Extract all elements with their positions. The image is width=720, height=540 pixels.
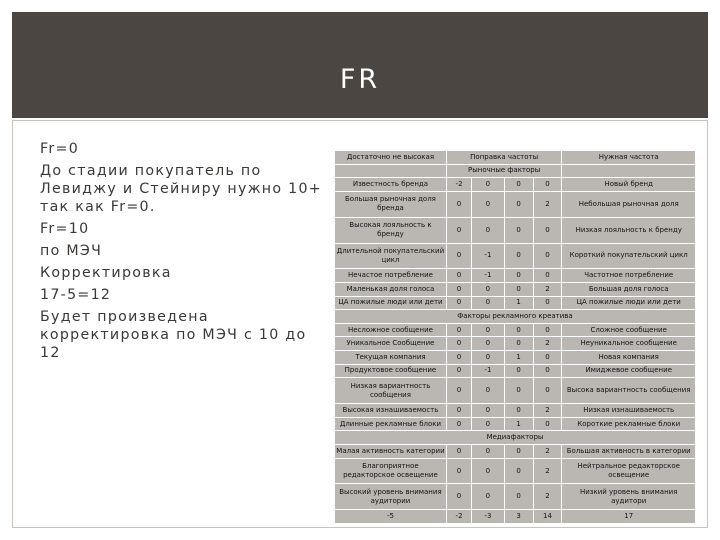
row-left-label: Маленькая доля голоса [335, 283, 447, 297]
row-value: 0 [472, 378, 504, 404]
row-left-label: Высокий уровень внимания аудитории [335, 484, 447, 510]
row-value: 0 [533, 243, 562, 269]
row-value: 0 [472, 323, 504, 337]
row-right-label: Короткий покупательский цикл [562, 243, 696, 269]
row-value: 0 [504, 191, 533, 217]
row-value: 2 [533, 337, 562, 351]
row-right-label: Низкая изнашиваемость [562, 404, 696, 418]
row-value: 0 [504, 458, 533, 484]
bullet-5: Корректировка [40, 265, 172, 281]
section-row-media [335, 431, 696, 445]
row-left-label: Несложное сообщение [335, 323, 447, 337]
row-right-label: Новая компания [562, 351, 696, 365]
total-value: 3 [504, 510, 533, 524]
row-left-label: Длительной покупательский цикл [335, 243, 447, 269]
row-value: 0 [446, 378, 471, 404]
row-right-label: Частотное потребление [562, 269, 696, 283]
header-left: Достаточно не высокая [335, 151, 447, 165]
row-value: 0 [533, 364, 562, 378]
row-left-label: Уникальное Сообщение [335, 337, 447, 351]
table-row [335, 283, 696, 297]
row-value: 0 [472, 351, 504, 365]
row-value: -2 [446, 178, 471, 192]
row-value: 0 [472, 337, 504, 351]
row-value: 0 [472, 458, 504, 484]
row-right-label: Высока вариантность сообщения [562, 378, 696, 404]
row-left-label: Текущая компания [335, 351, 447, 365]
header-right: Нужная частота [562, 151, 696, 165]
row-right-label: Небольшая рыночная доля [562, 191, 696, 217]
row-left-label: Благоприятное редакторское освещение [335, 458, 447, 484]
row-value: -1 [472, 364, 504, 378]
table-row [335, 417, 696, 431]
row-value: 0 [504, 323, 533, 337]
table-row [335, 217, 696, 243]
row-value: 0 [446, 351, 471, 365]
row-left-label: Малая активность категории [335, 444, 447, 458]
row-value: 0 [472, 191, 504, 217]
row-value: 0 [533, 378, 562, 404]
row-value: 0 [446, 283, 471, 297]
table-row [335, 178, 696, 192]
row-value: 0 [504, 404, 533, 418]
row-right-label: Низкая лояльность к бренду [562, 217, 696, 243]
row-value: 0 [533, 178, 562, 192]
table-row [335, 404, 696, 418]
row-right-label: Имиджевое сообщение [562, 364, 696, 378]
row-value: 1 [504, 296, 533, 310]
row-right-label: Нейтральное редакторское освещение [562, 458, 696, 484]
table-row [335, 337, 696, 351]
row-left-label: ЦА пожилые люди или дети [335, 296, 447, 310]
bullet-6: 17-5=12 [40, 287, 112, 303]
row-value: 0 [446, 323, 471, 337]
bullet-4: по МЭЧ [40, 243, 103, 259]
row-value: 2 [533, 191, 562, 217]
header-mid: Поправка частоты [446, 151, 562, 165]
row-value: 0 [446, 484, 471, 510]
row-right-label: Короткие рекламные блоки [562, 417, 696, 431]
row-value: 0 [446, 243, 471, 269]
row-value: 0 [504, 444, 533, 458]
row-value: 0 [504, 243, 533, 269]
row-value: 0 [472, 417, 504, 431]
total-value: 17 [562, 510, 696, 524]
row-right-label: Новый бренд [562, 178, 696, 192]
total-value: -5 [335, 510, 447, 524]
row-value: 2 [533, 404, 562, 418]
row-value: 0 [472, 444, 504, 458]
row-left-label: Большая рыночная доля бренда [335, 191, 447, 217]
row-right-label: Большая активность в категории [562, 444, 696, 458]
bullet-1: Fr=0 [40, 141, 80, 157]
row-value: 2 [533, 283, 562, 297]
row-left-label: Низкая вариантность сообщения [335, 378, 447, 404]
frequency-table [334, 150, 696, 524]
row-value: 2 [533, 484, 562, 510]
row-value: 0 [472, 404, 504, 418]
slide-title: FR [339, 64, 381, 95]
row-value: 0 [446, 404, 471, 418]
row-value: 0 [446, 364, 471, 378]
row-left-label: Высокая изнашиваемость [335, 404, 447, 418]
row-right-label: Неуникальное сообщение [562, 337, 696, 351]
row-left-label: Нечастое потребление [335, 269, 447, 283]
bullet-7: Будет произведена корректировка по МЭЧ с 10 до 12 [40, 309, 307, 361]
table-row [335, 269, 696, 283]
row-value: 0 [446, 217, 471, 243]
row-value: 0 [446, 296, 471, 310]
row-value: -1 [472, 243, 504, 269]
row-value: 2 [533, 444, 562, 458]
table-row [335, 364, 696, 378]
row-value: 0 [504, 178, 533, 192]
row-value: 0 [504, 269, 533, 283]
row-value: 0 [504, 378, 533, 404]
table-row [335, 484, 696, 510]
row-left-label: Длинные рекламные блоки [335, 417, 447, 431]
table-row [335, 243, 696, 269]
row-value: 0 [472, 178, 504, 192]
row-value: 0 [446, 337, 471, 351]
total-value: -2 [446, 510, 471, 524]
row-value: 0 [446, 269, 471, 283]
row-value: 0 [533, 269, 562, 283]
row-value: 0 [446, 458, 471, 484]
row-value: 0 [504, 337, 533, 351]
section-media: Медиафакторы [335, 431, 696, 445]
table-row [335, 323, 696, 337]
section-row-market [335, 164, 696, 178]
row-left-label: Высокая лояльность к бренду [335, 217, 447, 243]
bullet-list [40, 140, 330, 366]
row-value: 1 [504, 351, 533, 365]
row-right-label: Большая доля голоса [562, 283, 696, 297]
row-left-label: Известность бренда [335, 178, 447, 192]
bullet-3: Fr=10 [40, 221, 90, 237]
table-header-row [335, 151, 696, 165]
row-value: 0 [472, 296, 504, 310]
table-row [335, 458, 696, 484]
row-value: -1 [472, 269, 504, 283]
row-value: 0 [504, 484, 533, 510]
row-value: 0 [472, 217, 504, 243]
table-row [335, 191, 696, 217]
table-row [335, 444, 696, 458]
row-value: 0 [472, 484, 504, 510]
row-right-label: Сложное сообщение [562, 323, 696, 337]
row-value: 0 [533, 217, 562, 243]
row-value: 0 [533, 417, 562, 431]
section-market: Рыночные факторы [446, 164, 562, 178]
row-value: 0 [533, 296, 562, 310]
bullet-2: До стадии покупатель по Левиджу и Стейниру нужно 10+ так как Fr=0. [40, 163, 322, 215]
section-row-creative [335, 310, 696, 324]
row-right-label: Низкий уровень внимания аудитори [562, 484, 696, 510]
row-value: 0 [504, 217, 533, 243]
section-creative: Факторы рекламного креатива [335, 310, 696, 324]
row-value: 0 [446, 444, 471, 458]
row-left-label: Продуктовое сообщение [335, 364, 447, 378]
row-value: 0 [504, 364, 533, 378]
total-value: -3 [472, 510, 504, 524]
row-value: 1 [504, 417, 533, 431]
row-value: 0 [504, 283, 533, 297]
row-value: 0 [472, 283, 504, 297]
row-value: 0 [446, 191, 471, 217]
row-value: 2 [533, 458, 562, 484]
table-row [335, 351, 696, 365]
row-value: 0 [446, 417, 471, 431]
totals-row [335, 510, 696, 524]
table-row [335, 296, 696, 310]
title-bar [12, 12, 708, 118]
row-value: 0 [533, 323, 562, 337]
total-value: 14 [533, 510, 562, 524]
row-right-label: ЦА пожилые люди или дети [562, 296, 696, 310]
row-value: 0 [533, 351, 562, 365]
table-row [335, 378, 696, 404]
